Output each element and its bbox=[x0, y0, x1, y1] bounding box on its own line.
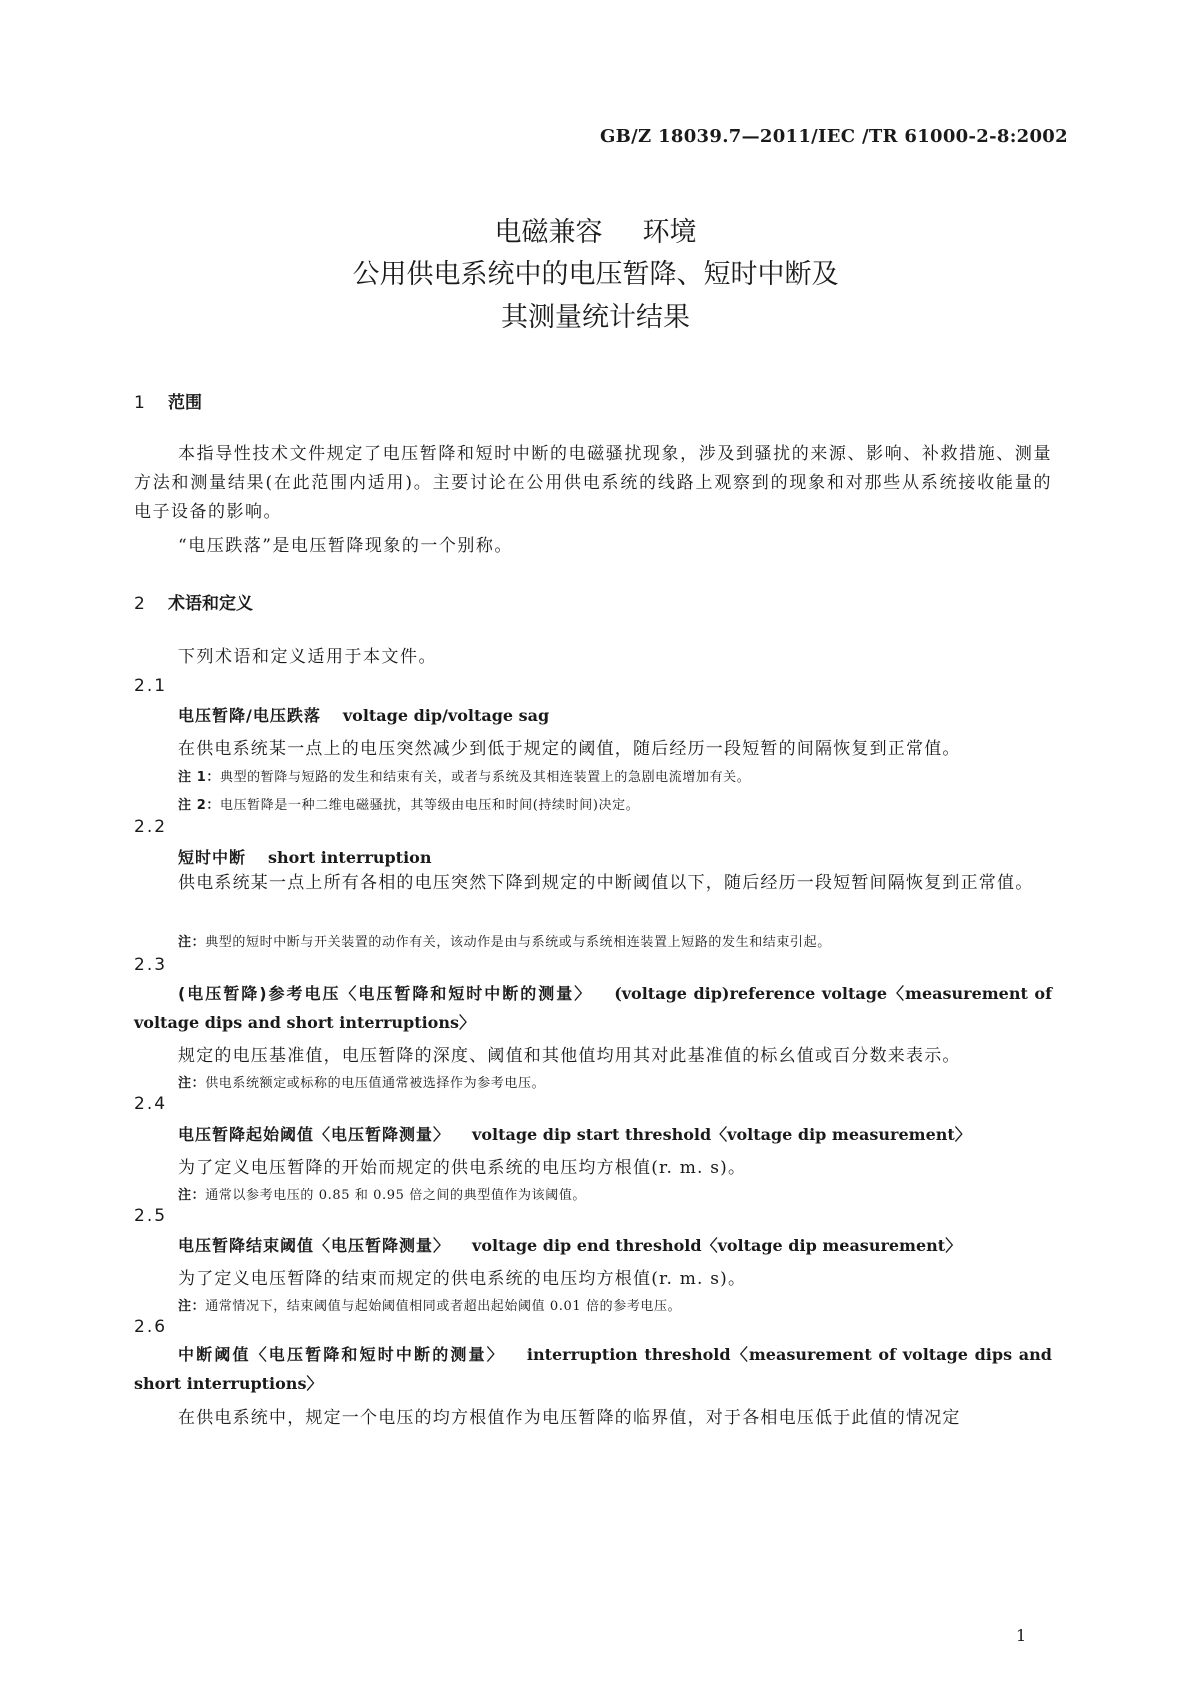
term-note bbox=[178, 794, 639, 813]
term-number: 2.5 bbox=[134, 1206, 168, 1226]
note-text: 供电系统额定或标称的电压值通常被选择作为参考电压。 bbox=[205, 1076, 546, 1091]
note-text: 典型的短时中断与开关装置的动作有关，该动作是由与系统或与系统相连装置上短路的发生和结束引起。 bbox=[205, 935, 831, 950]
term-number: 2.2 bbox=[134, 817, 168, 837]
section-number: 1 bbox=[134, 393, 145, 413]
term-definition: 为了定义电压暂降的结束而规定的供电系统的电压均方根值(r. m. s)。 bbox=[178, 1269, 747, 1289]
scope-paragraph: 本指导性技术文件规定了电压暂降和短时中断的电磁骚扰现象，涉及到骚扰的来源、影响、补救措施、测量方法和测量结果(在此范围内适用)。主要讨论在公用供电系统的线路上观察到的现象和对那些从系统接收能量的电子设备的影响。 bbox=[134, 444, 1052, 522]
term-title-zh: 电压暂降/电压跌落 bbox=[178, 706, 321, 725]
term-title-zh: 电压暂降起始阈值〈电压暂降测量〉 bbox=[178, 1125, 451, 1144]
term-title-en: voltage dip/voltage sag bbox=[342, 706, 550, 725]
note-label: 注： bbox=[178, 1299, 206, 1314]
note-text: 通常以参考电压的 0.85 和 0.95 倍之间的典型值作为该阈值。 bbox=[205, 1188, 587, 1203]
term-number: 2.4 bbox=[134, 1094, 168, 1114]
title-line-3: 其测量统计结果 bbox=[501, 302, 690, 333]
term-note bbox=[178, 1072, 545, 1091]
note-text: 电压暂降是一种二维电磁骚扰，其等级由电压和时间(持续时间)决定。 bbox=[219, 798, 640, 813]
term-number: 2.3 bbox=[134, 955, 168, 975]
note-label: 注 2： bbox=[178, 798, 220, 813]
title-line-1 bbox=[0, 210, 1191, 249]
title-part-emc: 电磁兼容 bbox=[494, 217, 603, 248]
term-title-zh: (电压暂降)参考电压〈电压暂降和短时中断的测量〉 bbox=[178, 984, 593, 1003]
term-title bbox=[178, 1122, 971, 1145]
term-definition: 供电系统某一点上所有各相的电压突然下降到规定的中断阈值以下，随后经历一段短暂间隔恢复到正常值。 bbox=[178, 873, 1034, 893]
term-note bbox=[178, 766, 750, 785]
term-title-en: voltage dip start threshold〈voltage dip measurement〉 bbox=[472, 1125, 971, 1144]
term-title bbox=[178, 703, 549, 726]
note-text: 通常情况下，结束阈值与起始阈值相同或者超出起始阈值 0.01 倍的参考电压。 bbox=[205, 1299, 682, 1314]
note-label: 注 1： bbox=[178, 770, 220, 785]
term-title bbox=[134, 1340, 1052, 1398]
section-1-heading bbox=[134, 388, 202, 413]
term-title-en: interruption threshold〈measurement of voltage dips and short interruptions〉 bbox=[134, 1345, 1052, 1393]
term-definition: 为了定义电压暂降的开始而规定的供电系统的电压均方根值(r. m. s)。 bbox=[178, 1158, 747, 1178]
term-title bbox=[134, 979, 1052, 1037]
term-definition: 在供电系统中，规定一个电压的均方根值作为电压暂降的临界值，对于各相电压低于此值的情况定 bbox=[178, 1408, 961, 1428]
term-title-zh: 短时中断 bbox=[178, 848, 247, 867]
term-definition: 规定的电压基准值，电压暂降的深度、阈值和其他值均用其对此基准值的标幺值或百分数来表示。 bbox=[178, 1046, 961, 1066]
note-text: 典型的暂降与短路的发生和结束有关，或者与系统及其相连装置上的急剧电流增加有关。 bbox=[219, 770, 751, 785]
term-title bbox=[178, 845, 431, 868]
section-number: 2 bbox=[134, 594, 145, 614]
term-title bbox=[178, 1233, 961, 1256]
term-title-en: short interruption bbox=[268, 848, 432, 867]
section-title: 术语和定义 bbox=[168, 594, 253, 614]
page-number: 1 bbox=[1016, 1626, 1027, 1645]
term-note bbox=[178, 1184, 586, 1203]
term-number: 2.1 bbox=[134, 676, 168, 696]
scope-alias-paragraph: “电压跌落”是电压暂降现象的一个别称。 bbox=[178, 536, 513, 556]
term-number: 2.6 bbox=[134, 1317, 168, 1337]
section-title: 范围 bbox=[168, 393, 202, 413]
term-note bbox=[178, 931, 831, 950]
term-note bbox=[178, 1295, 681, 1314]
term-title-en: voltage dip end threshold〈voltage dip measurement〉 bbox=[472, 1236, 962, 1255]
title-part-environment: 环境 bbox=[642, 217, 697, 248]
standard-code: GB/Z 18039.7—2011/IEC /TR 61000-2-8:2002 bbox=[600, 126, 1068, 147]
section-2-heading bbox=[134, 589, 253, 614]
term-definition: 在供电系统某一点上的电压突然减少到低于规定的阈值，随后经历一段短暂的间隔恢复到正常值。 bbox=[178, 739, 961, 759]
term-title-en: (voltage dip)reference voltage〈measurement of voltage dips and short interruptions〉 bbox=[134, 984, 1052, 1032]
note-label: 注： bbox=[178, 935, 206, 950]
terms-intro: 下列术语和定义适用于本文件。 bbox=[178, 647, 437, 667]
term-title-zh: 中断阈值〈电压暂降和短时中断的测量〉 bbox=[178, 1345, 505, 1364]
note-label: 注： bbox=[178, 1076, 206, 1091]
note-label: 注： bbox=[178, 1188, 206, 1203]
term-title-zh: 电压暂降结束阈值〈电压暂降测量〉 bbox=[178, 1236, 451, 1255]
title-line-2: 公用供电系统中的电压暂降、短时中断及 bbox=[352, 259, 839, 290]
